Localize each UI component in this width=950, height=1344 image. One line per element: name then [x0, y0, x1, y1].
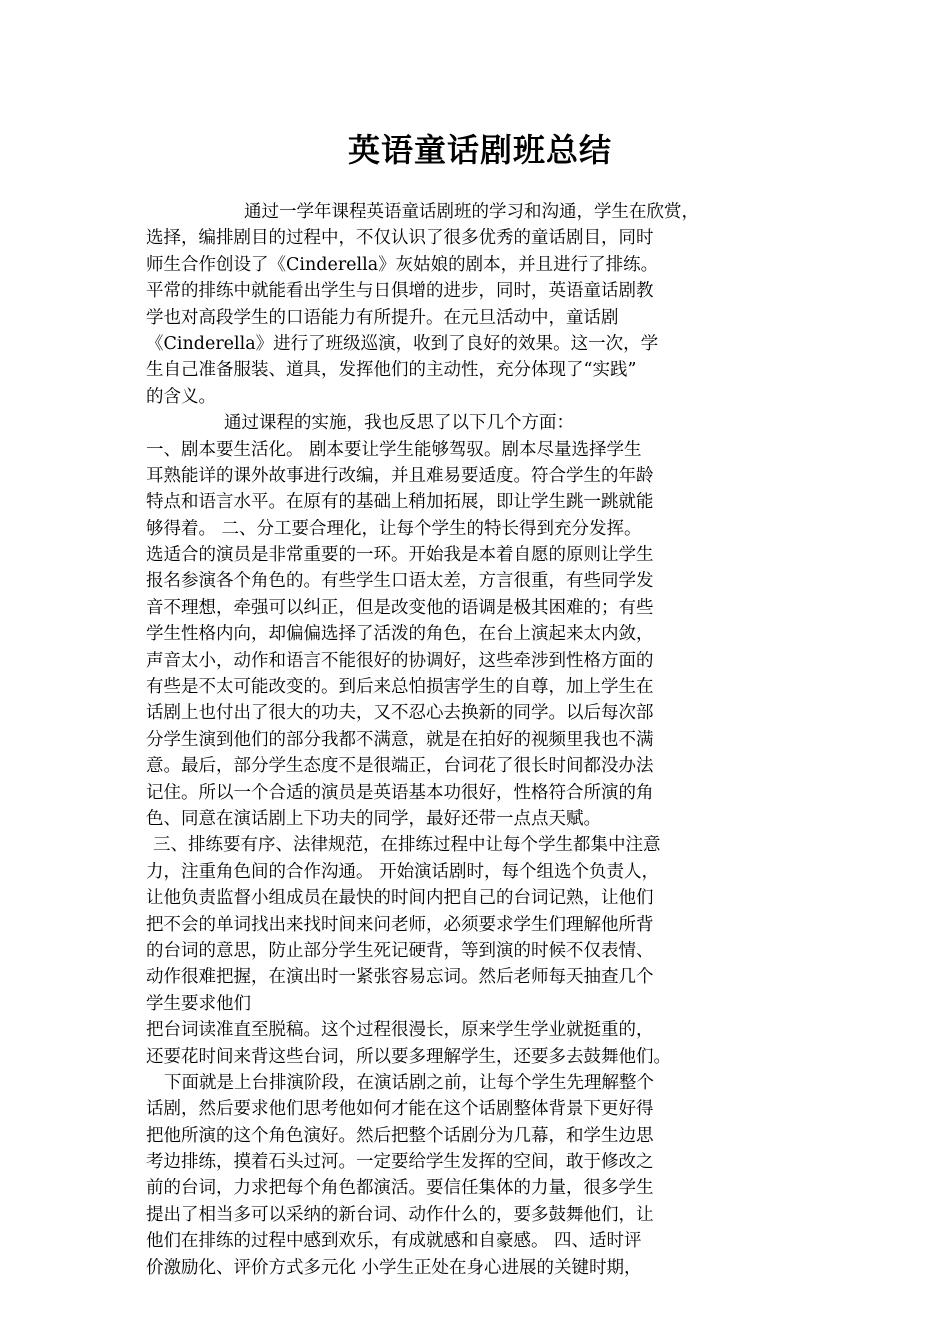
document-body: [146, 199, 814, 1281]
document-title: 英语童话剧班总结: [347, 131, 612, 169]
text-line: 师生合作创设了《Cinderella》灰姑娘的剧本，并且进行了排练。: [146, 254, 659, 275]
text-line: 的含义。: [146, 386, 216, 407]
text-line: 把台词读准直至脱稿。这个过程很漫长，原来学生学业就挺重的，: [146, 1020, 654, 1041]
text-line: 还要花时间来背这些台词，所以要多理解学生，还要多去鼓舞他们。: [146, 1046, 671, 1067]
text-line: 通过课程的实施，我也反思了以下几个方面：: [224, 413, 574, 434]
text-line: 选择，编排剧目的过程中，不仅认识了很多优秀的童话剧目，同时: [146, 228, 654, 249]
text-line: 把他所演的这个角色演好。然后把整个话剧分为几幕，和学生边思: [146, 1125, 654, 1146]
text-line: 力，注重角色间的合作沟通。 开始演话剧时，每个组选个负责人，: [146, 861, 660, 882]
text-line: 学也对高段学生的口语能力有所提升。在元旦活动中，童话剧: [146, 307, 619, 328]
text-line: 他们在排练的过程中感到欢乐，有成就感和自豪感。 四、适时评: [146, 1231, 642, 1252]
text-line: 音不理想，牵强可以纠正，但是改变他的语调是极其困难的；有些: [146, 597, 654, 618]
text-line: 动作很难把握，在演出时一紧张容易忘词。然后老师每天抽查几个: [146, 967, 654, 988]
text-line: 记住。所以一个合适的演员是英语基本功很好，性格符合所演的角: [146, 782, 654, 803]
text-line: 话剧，然后要求他们思考他如何才能在这个话剧整体背景下更好得: [146, 1099, 654, 1120]
text-line: 报名参演各个角色的。有些学生口语太差，方言很重，有些同学发: [146, 571, 654, 592]
text-line: 《Cinderella》进行了班级巡演，收到了良好的效果。这一次，学: [146, 333, 659, 354]
text-line: 考边排练，摸着石头过河。一定要给学生发挥的空间，敢于修改之: [146, 1152, 654, 1173]
text-line: 话剧上也付出了很大的功夫，又不忍心去换新的同学。以后每次部: [146, 703, 654, 724]
text-line: 的台词的意思，防止部分学生死记硬背，等到演的时候不仅表情、: [146, 940, 654, 961]
text-line: 选适合的演员是非常重要的一环。开始我是本着自愿的原则让学生: [146, 545, 654, 566]
document-page: [146, 0, 814, 1344]
text-line: 让他负责监督小组成员在最快的时间内把自己的台词记熟，让他们: [146, 888, 654, 909]
text-line: 分学生演到他们的部分我都不满意，就是在拍好的视频里我也不满: [146, 729, 654, 750]
text-line: 下面就是上台排演阶段，在演话剧之前，让每个学生先理解整个: [164, 1072, 654, 1093]
text-line: 生自己准备服装、道具，发挥他们的主动性，充分体现了“实践”: [146, 360, 637, 381]
text-line: 一、剧本要生活化。 剧本要让学生能够驾驭。剧本尽量选择学生: [146, 439, 642, 460]
text-line: 意。最后，部分学生态度不是很端正，台词花了很长时间都没办法: [146, 756, 654, 777]
text-line: 通过一学年课程英语童话剧班的学习和沟通，学生在欣赏，: [244, 202, 699, 222]
text-line: 前的台词，力求把每个角色都演活。要信任集体的力量，很多学生: [146, 1178, 654, 1199]
text-line: 够得着。 二、分工要合理化，让每个学生的特长得到充分发挥。: [146, 518, 642, 539]
text-line: 声音太小，动作和语言不能很好的协调好，这些牵涉到性格方面的: [146, 650, 654, 671]
text-line: 把不会的单词找出来找时间来问老师，必须要求学生们理解他所背: [146, 914, 654, 935]
text-line: 平常的排练中就能看出学生与日俱增的进步，同时，英语童话剧教: [146, 281, 654, 302]
text-line: 色、同意在演话剧上下功夫的同学，最好还带一点点天赋。: [146, 808, 601, 829]
text-line: 有些是不太可能改变的。到后来总怕损害学生的自尊，加上学生在: [146, 677, 654, 698]
text-line: 价激励化、评价方式多元化 小学生正处在身心进展的关键时期，: [146, 1257, 642, 1278]
text-line: 学生要求他们: [146, 993, 251, 1014]
text-line: 三、排练要有序、法律规范，在排练过程中让每个学生都集中注意: [153, 835, 661, 856]
text-line: 特点和语言水平。在原有的基础上稍加拓展，即让学生跳一跳就能: [146, 492, 654, 513]
text-line: 学生性格内向，却偏偏选择了活泼的角色，在台上演起来太内敛，: [146, 624, 654, 645]
text-line: 提出了相当多可以采纳的新台词、动作什么的，要多鼓舞他们，让: [146, 1204, 654, 1225]
text-line: 耳熟能详的课外故事进行改编，并且难易要适度。符合学生的年龄: [146, 465, 654, 486]
